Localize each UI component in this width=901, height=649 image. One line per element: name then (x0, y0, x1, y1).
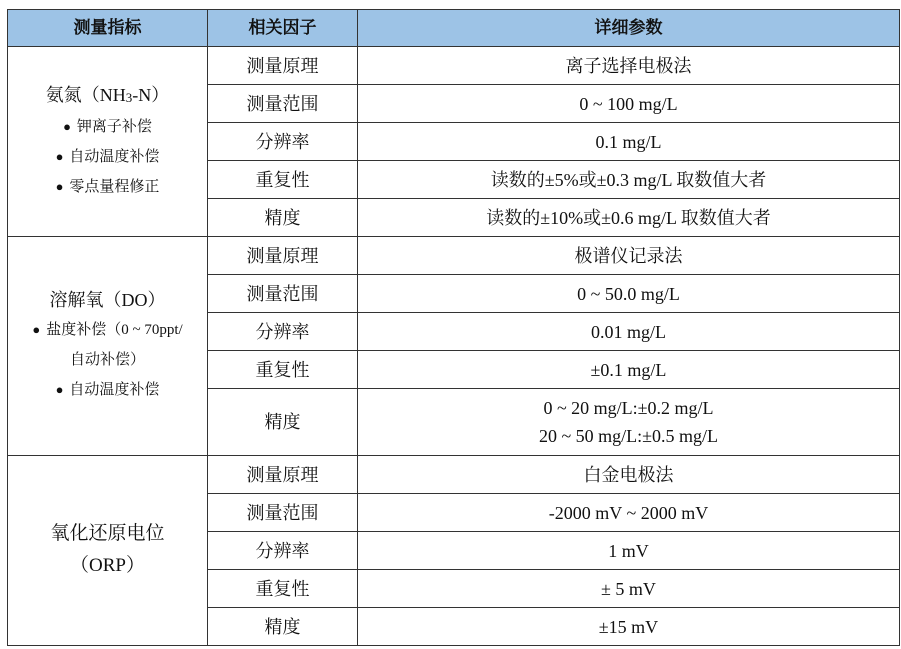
table-row (8, 456, 900, 494)
factor-cell: 测量范围 (208, 85, 358, 123)
factor-cell: 测量原理 (208, 237, 358, 275)
indicator-title: 氧化还原电位 (50, 522, 165, 544)
list-item: ● 钾离子补偿 (12, 112, 203, 142)
detail-cell: ±15 mV (358, 608, 900, 646)
factor-cell: 重复性 (208, 570, 358, 608)
detail-cell: 极谱仪记录法 (358, 237, 900, 275)
bullet-icon: ● (55, 382, 64, 397)
bullet-icon: ● (32, 322, 41, 337)
detail-cell: 0 ~ 100 mg/L (358, 85, 900, 123)
detail-cell: 白金电极法 (358, 456, 900, 494)
detail-cell: 1 mV (358, 532, 900, 570)
indicator-subtitle: （ORP） (70, 554, 145, 576)
indicator-dissolved-oxygen (8, 237, 208, 456)
header-factor: 相关因子 (208, 10, 358, 47)
list-item-continuation: 自动补偿） (69, 352, 145, 368)
indicator-title: 溶解氧（DO） (49, 290, 166, 310)
detail-cell: -2000 mV ~ 2000 mV (358, 494, 900, 532)
factor-cell: 分辨率 (208, 313, 358, 351)
detail-cell: ± 5 mV (358, 570, 900, 608)
factor-cell: 精度 (208, 389, 358, 456)
bullet-icon: ● (55, 178, 64, 194)
list-item: ● 自动温度补偿 (12, 375, 203, 405)
detail-cell: 读数的±10%或±0.6 mg/L 取数值大者 (358, 199, 900, 237)
indicator-title: 氨氮$(NH_3-N)$ (45, 84, 170, 105)
factor-cell: 精度 (208, 608, 358, 646)
parameter-table (7, 9, 900, 646)
list-item: ● 零点量程修正 (12, 172, 203, 202)
indicator-ammonia (8, 47, 208, 237)
detail-cell: 0 ~ 50.0 mg/L (358, 275, 900, 313)
table-row (8, 47, 900, 85)
detail-cell: 0.01 mg/L (358, 313, 900, 351)
factor-cell: 测量原理 (208, 47, 358, 85)
header-indicator: 测量指标 (8, 10, 208, 47)
factor-cell: 重复性 (208, 351, 358, 389)
header-row (8, 10, 900, 47)
detail-line: 20 ~ 50 mg/L:±0.5 mg/L (538, 426, 719, 446)
factor-cell: 分辨率 (208, 532, 358, 570)
header-detail: 详细参数 (358, 10, 900, 47)
factor-cell: 测量原理 (208, 456, 358, 494)
detail-cell: 读数的±5%或±0.3 mg/L 取数值大者 (358, 161, 900, 199)
list-item: ● 自动温度补偿 (12, 142, 203, 172)
detail-line: 0 ~ 20 mg/L:±0.2 mg/L (543, 398, 714, 418)
factor-cell: 测量范围 (208, 494, 358, 532)
detail-cell: 0.1 mg/L (358, 123, 900, 161)
indicator-orp (8, 456, 208, 646)
detail-cell: ±0.1 mg/L (358, 351, 900, 389)
table-row (8, 237, 900, 275)
detail-cell (358, 389, 900, 456)
bullet-icon: ● (63, 118, 71, 134)
detail-cell: 离子选择电极法 (358, 47, 900, 85)
list-item: ● 盐度补偿（0 ~ 70ppt/ (12, 315, 203, 345)
factor-cell: 分辨率 (208, 123, 358, 161)
factor-cell: 测量范围 (208, 275, 358, 313)
factor-cell: 精度 (208, 199, 358, 237)
bullet-icon: ● (55, 148, 64, 164)
factor-cell: 重复性 (208, 161, 358, 199)
